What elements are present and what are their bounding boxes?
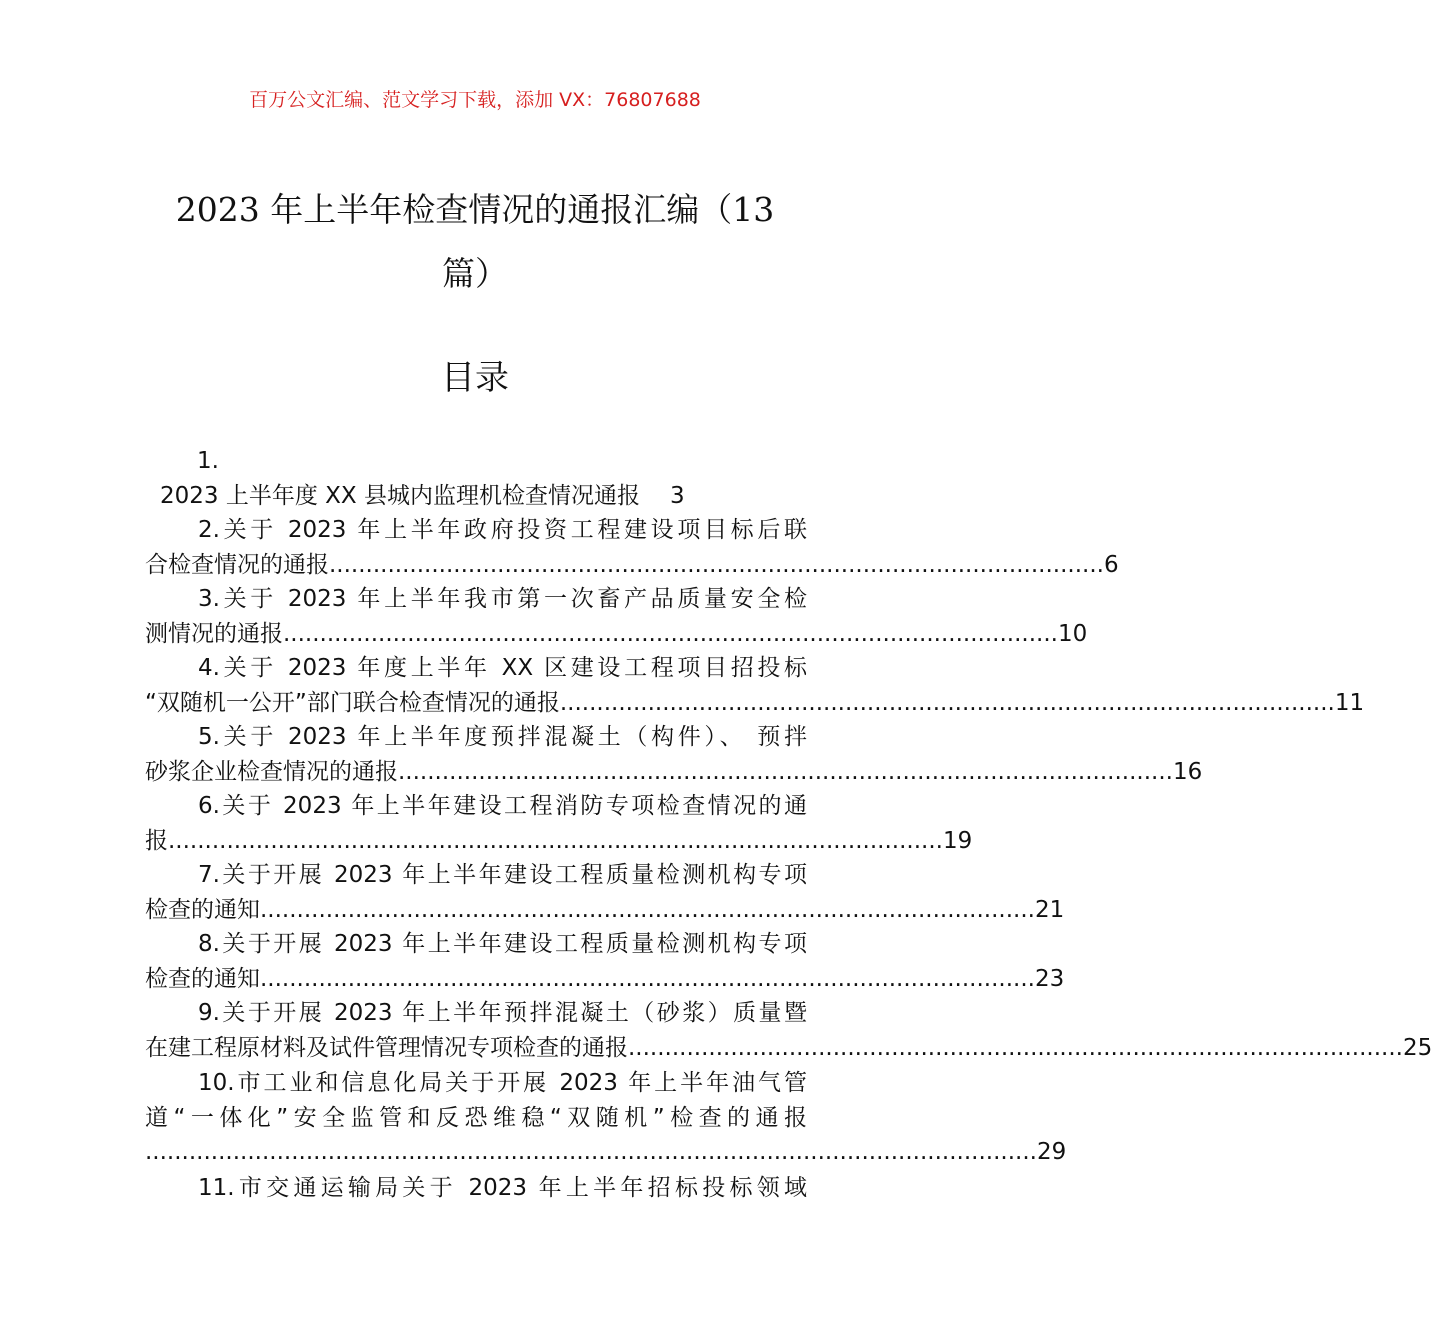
- toc-entry-title-end: 在建工程原材料及试件管理情况专项检查的通报: [145, 1035, 628, 1061]
- title-line-1: 2023 年上半年检查情况的通报汇编（13: [175, 190, 775, 229]
- toc-heading: 目录: [441, 358, 509, 398]
- toc-entry-line-2: [145, 893, 1065, 927]
- title-line-2: 篇）: [442, 254, 508, 293]
- toc-entry-line-1: 8.关于开展 2023 年上半年建设工程质量检测机构专项: [198, 931, 807, 957]
- toc-entry-title-end: 报: [145, 828, 168, 854]
- toc-leader-dots: ..........................................................................................................: [260, 897, 1035, 923]
- toc-leader-dots: ..........................................................................................................: [398, 759, 1173, 785]
- toc-entry-line-1: 10.市工业和信息化局关于开展 2023 年上半年油气管: [198, 1070, 807, 1096]
- toc-entry-text: [160, 479, 685, 513]
- toc-entry-page: 16: [1172, 759, 1203, 785]
- toc-leader-dots: ..........................................................................................................: [559, 690, 1335, 716]
- toc-entry-title-end: 测情况的通报: [145, 621, 283, 647]
- toc-leader-dots: ..........................................................................................................................: [145, 1139, 1037, 1165]
- toc-entry-page: 11: [1334, 690, 1365, 716]
- toc-entry-line-2: [145, 1031, 1432, 1065]
- toc-leader-dots: ..........................................................................................................: [329, 552, 1104, 578]
- toc-leader-dots: ..........................................................................................................: [283, 621, 1058, 647]
- toc-entry-line-1: 4.关于 2023 年度上半年 XX 区建设工程项目招投标: [198, 655, 807, 681]
- toc-entry-title-end: 砂浆企业检查情况的通报: [145, 759, 398, 785]
- toc-entry-title: 2023 上半年度 XX 县城内监理机检查情况通报: [160, 483, 640, 509]
- toc-entry-title-end: 合检查情况的通报: [145, 552, 329, 578]
- toc-entry-page: 19: [942, 828, 973, 854]
- toc-entry-page: 29: [1036, 1139, 1067, 1165]
- toc-entry-page: 23: [1034, 966, 1065, 992]
- toc-leader-dots: ..........................................................................................................: [168, 828, 943, 854]
- toc-entry-title-end: “双随机一公开”部门联合检查情况的通报: [145, 690, 560, 716]
- toc-entry-title-end: 检查的通知: [145, 966, 260, 992]
- toc-entry-page: 10: [1057, 621, 1088, 647]
- toc-entry-number: 1.: [197, 448, 219, 474]
- toc-entry-title-end: 检查的通知: [145, 897, 260, 923]
- toc-leader-dots: ..........................................................................................................: [628, 1035, 1403, 1061]
- toc-entry-line-3: [145, 1135, 1067, 1169]
- toc-entry-line-1: 3.关于 2023 年上半年我市第一次畜产品质量安全检: [198, 586, 807, 612]
- toc-entry-line-1: 11.市交通运输局关于 2023 年上半年招标投标领域: [198, 1175, 807, 1201]
- toc-entry-line-2: [145, 962, 1065, 996]
- toc-entry-page: 3: [669, 483, 685, 509]
- toc-entry-line-2: [145, 686, 1365, 720]
- toc-entry-line-2: [145, 548, 1119, 582]
- toc-entry-line-2: [145, 617, 1088, 651]
- toc-entry-line-1: 5.关于 2023 年上半年度预拌混凝土（构件）、 预拌: [198, 724, 807, 750]
- toc-leader-dots: ..........................................................................................................: [260, 966, 1035, 992]
- toc-entry-line-2: [145, 755, 1203, 789]
- toc-entry-page: 25: [1402, 1035, 1432, 1061]
- document-title: [150, 178, 800, 306]
- toc-entry-line-1: 6.关于 2023 年上半年建设工程消防专项检查情况的通: [198, 793, 807, 819]
- toc-entry-1[interactable]: [145, 444, 807, 514]
- toc-entry-line-1: 9.关于开展 2023 年上半年预拌混凝土（砂浆）质量暨: [198, 1000, 807, 1026]
- header-watermark-note: 百万公文汇编、范文学习下载，添加 VX：76807688: [249, 89, 701, 111]
- toc-entry-line-1: 2.关于 2023 年上半年政府投资工程建设项目标后联: [198, 517, 807, 543]
- toc-entry-page: 6: [1103, 552, 1119, 578]
- toc-entry-line-2: 道“一体化”安全监管和反恐维稳“双随机”检查的通报: [145, 1105, 807, 1131]
- toc-entry-line-1: 7.关于开展 2023 年上半年建设工程质量检测机构专项: [198, 862, 807, 888]
- toc-entry-line-2: [145, 824, 973, 858]
- toc-entry-page: 21: [1034, 897, 1065, 923]
